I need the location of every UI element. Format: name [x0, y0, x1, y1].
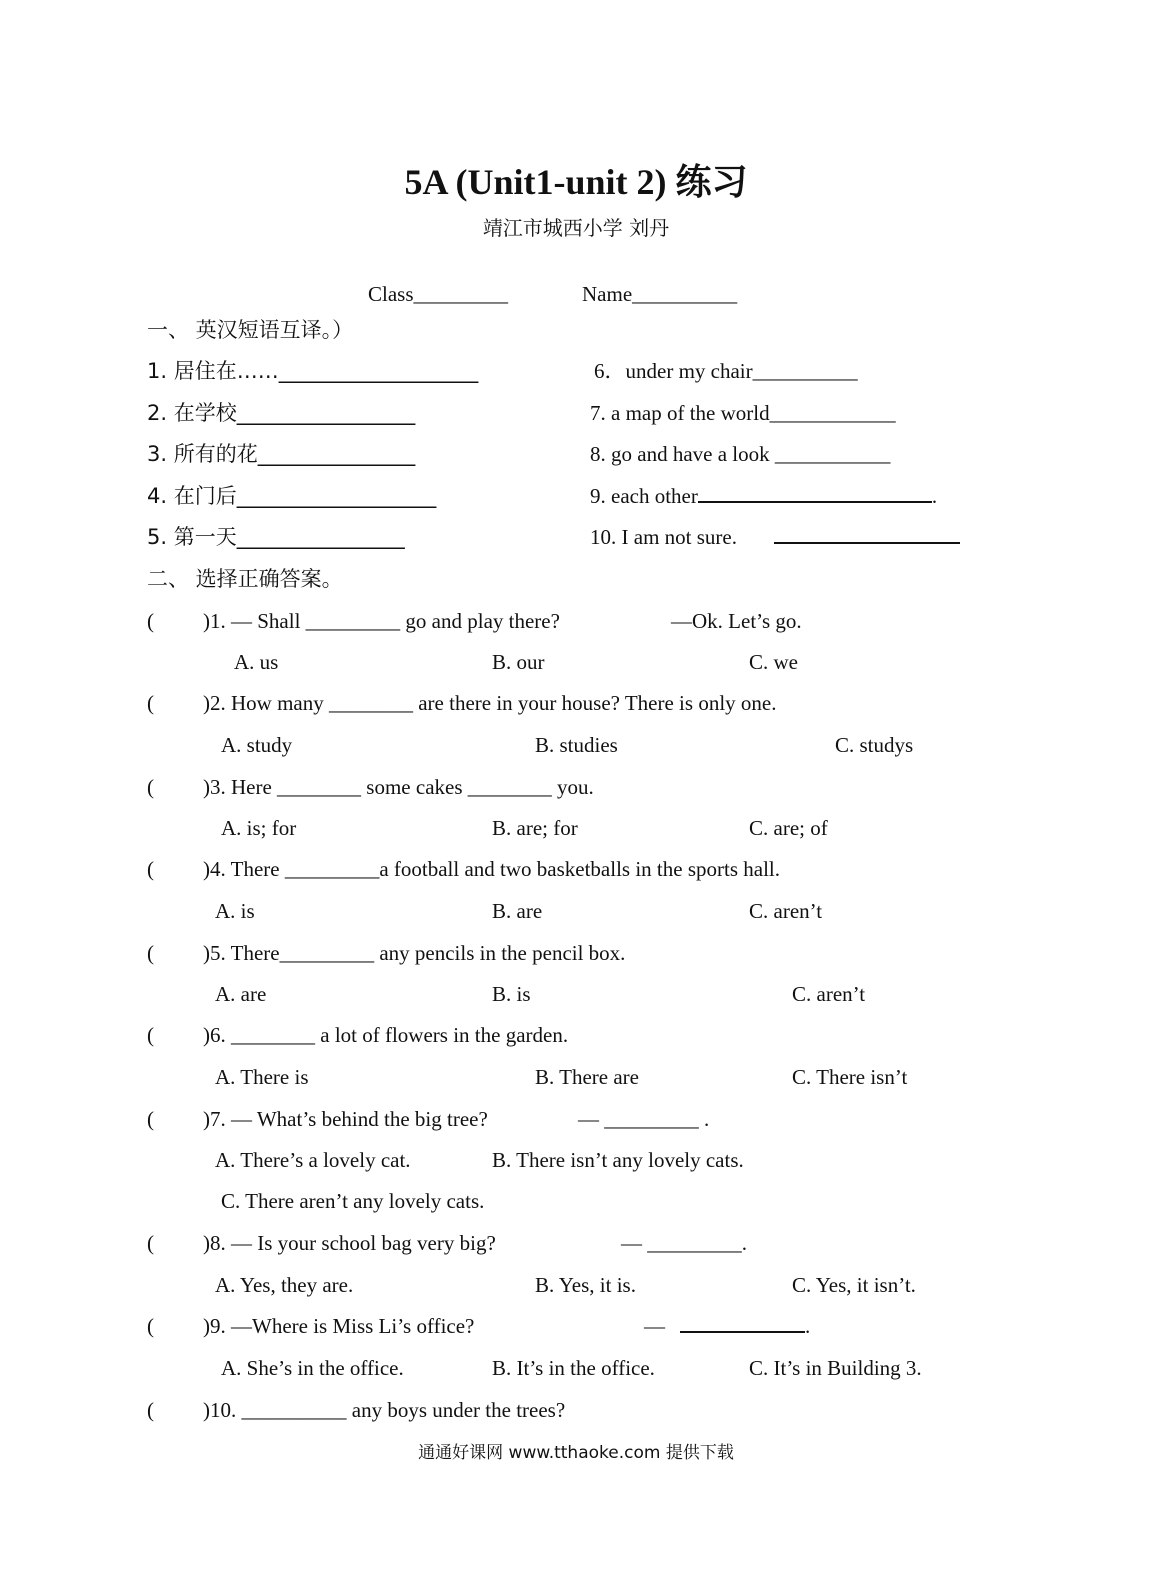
question-paren: ( — [147, 609, 154, 633]
author-line: 靖江市城西小学 刘丹 — [482, 216, 670, 240]
question-8-reply: — _________. — [621, 1231, 747, 1255]
option-a: A. is — [215, 899, 255, 923]
question-7-reply: — _________ . — [578, 1107, 710, 1131]
option-a: A. There is — [215, 1065, 309, 1089]
question-9: )9. —Where is Miss Li’s office? — [203, 1314, 475, 1338]
phrase-item-4: 4. 在门后___________________ — [147, 484, 437, 508]
answer-line — [680, 1313, 810, 1339]
question-paren: ( — [147, 1107, 154, 1131]
answer-line — [774, 524, 960, 550]
question-3: )3. Here ________ some cakes ________ you. — [203, 775, 594, 799]
question-8: )8. — Is your school bag very big? — [203, 1231, 496, 1255]
question-10: )10. __________ any boys under the trees? — [203, 1398, 566, 1422]
phrase-item-10-text: 10. I am not sure. — [590, 525, 737, 549]
phrase-item-1: 1. 居住在……___________________ — [147, 359, 479, 383]
option-b: B. There are — [535, 1065, 639, 1089]
option-c: C. There isn’t — [792, 1065, 908, 1089]
section2-title: 二、 选择正确答案。 — [147, 567, 343, 591]
option-a: A. Yes, they are. — [215, 1273, 354, 1297]
phrase-item-8: 8. go and have a look ___________ — [590, 442, 891, 466]
option-c: C. It’s in Building 3. — [749, 1356, 922, 1380]
option-b: B. are — [492, 899, 543, 923]
phrase-item-2: 2. 在学校_________________ — [147, 401, 416, 425]
phrase-item-6: 6．under my chair__________ — [594, 359, 858, 383]
question-2: )2. How many ________ are there in your house? There is only one. — [203, 691, 777, 715]
question-paren: ( — [147, 857, 154, 881]
phrase-item-9-text: 9. each other — [590, 484, 698, 508]
question-5: )5. There_________ any pencils in the pencil box. — [203, 941, 626, 965]
question-7: )7. — What’s behind the big tree? — [203, 1107, 488, 1131]
option-b: B. studies — [535, 733, 618, 757]
section1-title: 一、 英汉短语互译。） — [147, 318, 354, 342]
option-a: A. She’s in the office. — [221, 1356, 404, 1380]
class-field: Class_________ — [368, 282, 509, 306]
option-c: C. Yes, it isn’t. — [792, 1273, 916, 1297]
option-b: B. our — [492, 650, 545, 674]
option-a: A. are — [215, 982, 267, 1006]
question-paren: ( — [147, 1023, 154, 1047]
question-paren: ( — [147, 1231, 154, 1255]
option-c: C. we — [749, 650, 798, 674]
answer-line — [698, 483, 932, 503]
option-a: A. study — [221, 733, 293, 757]
option-c: C. aren’t — [792, 982, 866, 1006]
option-b: B. are; for — [492, 816, 578, 840]
question-paren: ( — [147, 775, 154, 799]
question-paren: ( — [147, 941, 154, 965]
question-paren: ( — [147, 1398, 154, 1422]
option-b: B. There isn’t any lovely cats. — [492, 1148, 744, 1172]
question-1-reply: —Ok. Let’s go. — [671, 609, 802, 633]
phrase-item-3: 3. 所有的花_______________ — [147, 442, 416, 466]
option-c: C. There aren’t any lovely cats. — [221, 1189, 485, 1213]
question-1: )1. — Shall _________ go and play there? — [203, 609, 560, 633]
question-9-reply — [644, 1313, 665, 1339]
phrase-item-7: 7. a map of the world____________ — [590, 401, 896, 425]
question-9-end: . — [805, 1314, 811, 1338]
question-4: )4. There _________a football and two basketballs in the sports hall. — [203, 857, 780, 881]
question-6: )6. ________ a lot of flowers in the garden. — [203, 1023, 569, 1047]
option-c: C. aren’t — [749, 899, 823, 923]
option-b: B. is — [492, 982, 531, 1006]
option-c: C. studys — [835, 733, 914, 757]
question-paren: ( — [147, 691, 154, 715]
name-field: Name__________ — [582, 282, 738, 306]
option-a: A. is; for — [221, 816, 297, 840]
option-b: B. It’s in the office. — [492, 1356, 655, 1380]
phrase-item-9 — [590, 483, 937, 509]
option-b: B. Yes, it is. — [535, 1273, 636, 1297]
phrase-item-10 — [590, 524, 737, 550]
dash: — — [644, 1314, 665, 1338]
option-c: C. are; of — [749, 816, 828, 840]
footer-credit: 通通好课网 www.tthaoke.com 提供下载 — [418, 1443, 734, 1463]
phrase-item-5: 5. 第一天________________ — [147, 525, 405, 549]
option-a: A. There’s a lovely cat. — [215, 1148, 411, 1172]
question-paren: ( — [147, 1314, 154, 1338]
phrase-item-9-end: . — [931, 484, 938, 508]
option-a: A. us — [234, 650, 279, 674]
page-title: 5A (Unit1-unit 2) 练习 — [404, 162, 748, 202]
